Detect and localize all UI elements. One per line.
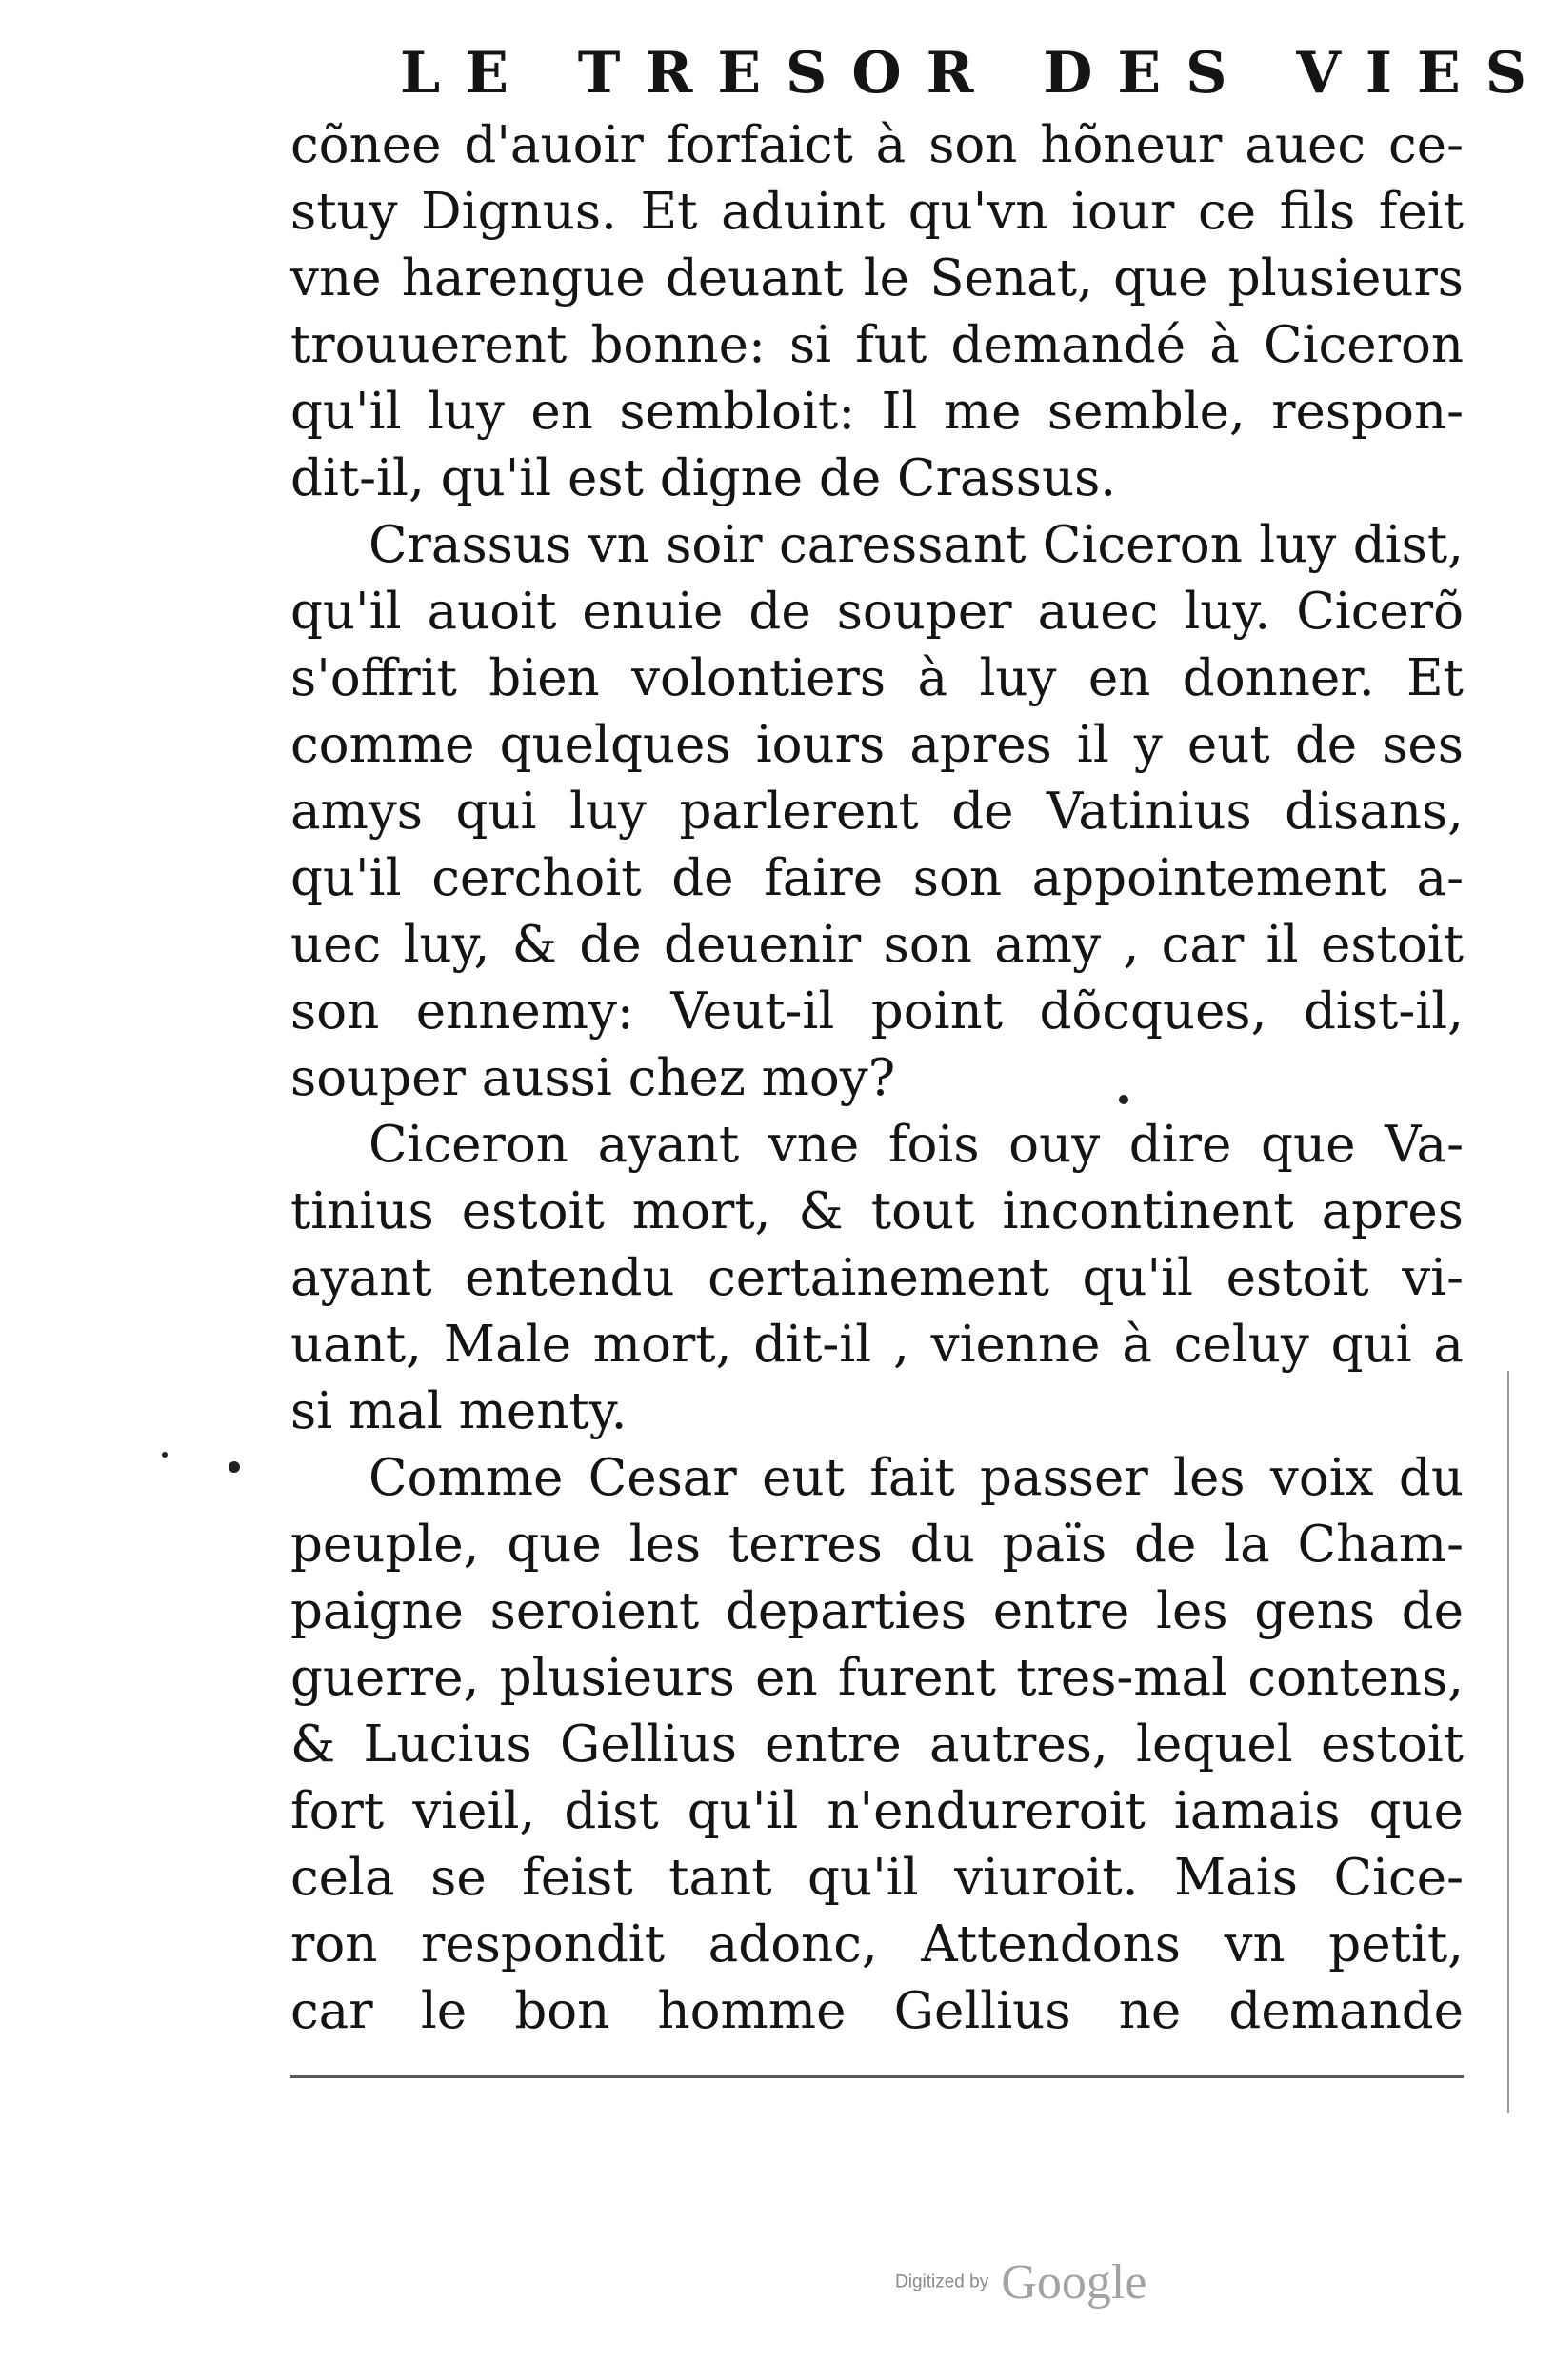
bottom-rule bbox=[290, 2075, 1464, 2078]
page-edge-shadow bbox=[1507, 1371, 1509, 2113]
text-line: uant, Male mort, dit-il , vienne à celuy qui a bbox=[290, 1316, 1464, 1374]
text-line: fort vieil, dist qu'il n'endureroit iamais que bbox=[290, 1782, 1464, 1840]
text-line: qu'il cerchoit de faire son appointement a- bbox=[290, 849, 1464, 907]
text-line: peuple, que les terres du païs de la Cham- bbox=[290, 1516, 1464, 1574]
text-line: souper aussi chez moy? bbox=[290, 1049, 896, 1107]
text-line: si mal menty. bbox=[290, 1382, 628, 1440]
digitized-by-google-watermark bbox=[895, 2254, 1147, 2310]
text-line: cela se feist tant qu'il viuroit. Mais Cice- bbox=[290, 1849, 1464, 1907]
ink-speck bbox=[229, 1461, 240, 1473]
text-line: guerre, plusieurs en furent tres-mal contens, bbox=[290, 1649, 1464, 1707]
text-line: ron respondit adonc, Attendons vn petit, bbox=[290, 1915, 1464, 1973]
text-line: dit-il, qu'il est digne de Crassus. bbox=[290, 449, 1117, 507]
digitized-label: Digitized by bbox=[895, 2271, 989, 2292]
text-line: paigne seroient departies entre les gens de bbox=[290, 1582, 1464, 1640]
running-head: LE TRESOR DES VIES bbox=[400, 40, 1552, 107]
text-line: qu'il auoit enuie de souper auec luy. Cicerõ bbox=[290, 583, 1464, 641]
text-line: amys qui luy parlerent de Vatinius disans, bbox=[290, 783, 1464, 841]
ink-speck bbox=[162, 1452, 168, 1458]
google-logo: Google bbox=[1001, 2255, 1147, 2310]
text-line: car le bon homme Gellius ne demande bbox=[290, 1982, 1464, 2040]
text-line: uec luy, & de deuenir son amy , car il estoit bbox=[290, 916, 1464, 974]
text-line: comme quelques iours apres il y eut de ses bbox=[290, 716, 1464, 774]
text-line: Ciceron ayant vne fois ouy dire que Va- bbox=[369, 1116, 1464, 1174]
text-line: cõnee d'auoir forfaict à son hõneur auec ce- bbox=[290, 116, 1464, 174]
text-line: qu'il luy en sembloit: Il me semble, respon- bbox=[290, 383, 1464, 441]
text-line: vne harengue deuant le Senat, que plusieurs bbox=[290, 249, 1464, 307]
text-line: & Lucius Gellius entre autres, lequel estoit bbox=[290, 1716, 1464, 1774]
text-line: tinius estoit mort, & tout incontinent apres bbox=[290, 1182, 1464, 1240]
text-line: stuy Dignus. Et aduint qu'vn iour ce fils feit bbox=[290, 183, 1464, 241]
text-line: Crassus vn soir caressant Ciceron luy dist, bbox=[369, 516, 1464, 574]
text-line: ayant entendu certainement qu'il estoit vi- bbox=[290, 1249, 1464, 1307]
text-line: s'offrit bien volontiers à luy en donner. Et bbox=[290, 649, 1464, 707]
text-line: Comme Cesar eut fait passer les voix du bbox=[369, 1449, 1464, 1507]
body-text bbox=[290, 112, 1464, 2045]
text-line: trouuerent bonne: si fut demandé à Ciceron bbox=[290, 316, 1464, 374]
ink-speck bbox=[1119, 1095, 1128, 1104]
text-line: son ennemy: Veut-il point dõcques, dist-il, bbox=[290, 982, 1464, 1041]
